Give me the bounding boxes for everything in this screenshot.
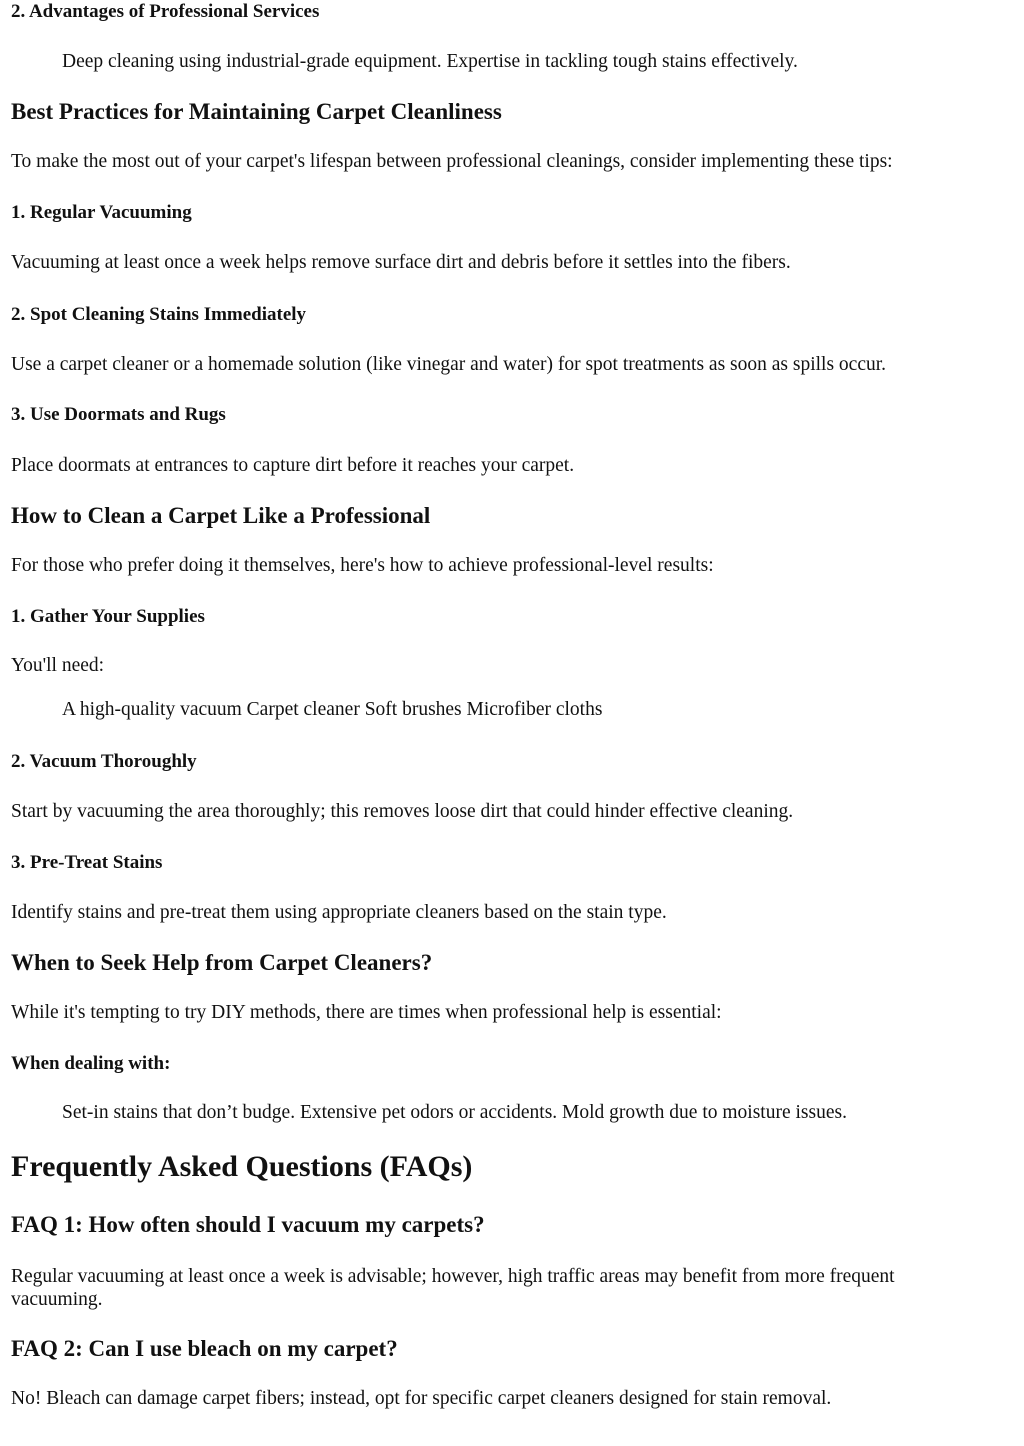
spot-cleaning-text: Use a carpet cleaner or a homemade solution (like vinegar and water) for spot treatments as soon as spills occur. <box>11 354 887 375</box>
faq-heading: Frequently Asked Questions (FAQs) <box>11 1150 473 1183</box>
regular-vacuuming-text: Vacuuming at least once a week helps remove surface dirt and debris before it settles into the fibers. <box>11 252 791 273</box>
seek-help-heading: When to Seek Help from Carpet Cleaners? <box>11 950 433 975</box>
faq1-answer: Regular vacuuming at least once a week is advisable; however, high traffic areas may benefit from more frequent vacuuming. <box>11 1266 895 1311</box>
how-to-heading: How to Clean a Carpet Like a Professional <box>11 503 431 528</box>
supplies-heading: 1. Gather Your Supplies <box>11 606 205 627</box>
faq2-answer: No! Bleach can damage carpet fibers; instead, opt for specific carpet cleaners designed for stain removal. <box>11 1388 832 1409</box>
best-practices-heading: Best Practices for Maintaining Carpet Cleanliness <box>11 99 502 124</box>
doormats-text: Place doormats at entrances to capture dirt before it reaches your carpet. <box>11 455 575 476</box>
regular-vacuuming-heading: 1. Regular Vacuuming <box>11 202 192 223</box>
faq2-question: FAQ 2: Can I use bleach on my carpet? <box>11 1336 398 1361</box>
advantages-heading: 2. Advantages of Professional Services <box>11 1 320 22</box>
dealing-heading: When dealing with: <box>11 1053 171 1074</box>
vacuum-heading: 2. Vacuum Thoroughly <box>11 751 197 772</box>
supplies-list: A high-quality vacuum Carpet cleaner Soft brushes Microfiber cloths <box>62 699 603 720</box>
pretreat-heading: 3. Pre-Treat Stains <box>11 852 163 873</box>
faq1-question: FAQ 1: How often should I vacuum my carpets? <box>11 1212 485 1237</box>
doormats-heading: 3. Use Doormats and Rugs <box>11 404 226 425</box>
how-to-intro: For those who prefer doing it themselves, here's how to achieve professional-level results: <box>11 555 714 576</box>
dealing-list: Set-in stains that don’t budge. Extensive pet odors or accidents. Mold growth due to moisture issues. <box>62 1102 847 1123</box>
spot-cleaning-heading: 2. Spot Cleaning Stains Immediately <box>11 304 307 325</box>
best-practices-intro: To make the most out of your carpet's lifespan between professional cleanings, consider implementing these tips: <box>11 151 893 172</box>
supplies-intro: You'll need: <box>11 655 105 676</box>
pretreat-text: Identify stains and pre-treat them using appropriate cleaners based on the stain type. <box>11 902 667 923</box>
advantages-list: Deep cleaning using industrial-grade equipment. Expertise in tackling tough stains effectively. <box>62 51 798 72</box>
seek-help-intro: While it's tempting to try DIY methods, there are times when professional help is essential: <box>11 1002 722 1023</box>
vacuum-text: Start by vacuuming the area thoroughly; this removes loose dirt that could hinder effective cleaning. <box>11 801 794 822</box>
